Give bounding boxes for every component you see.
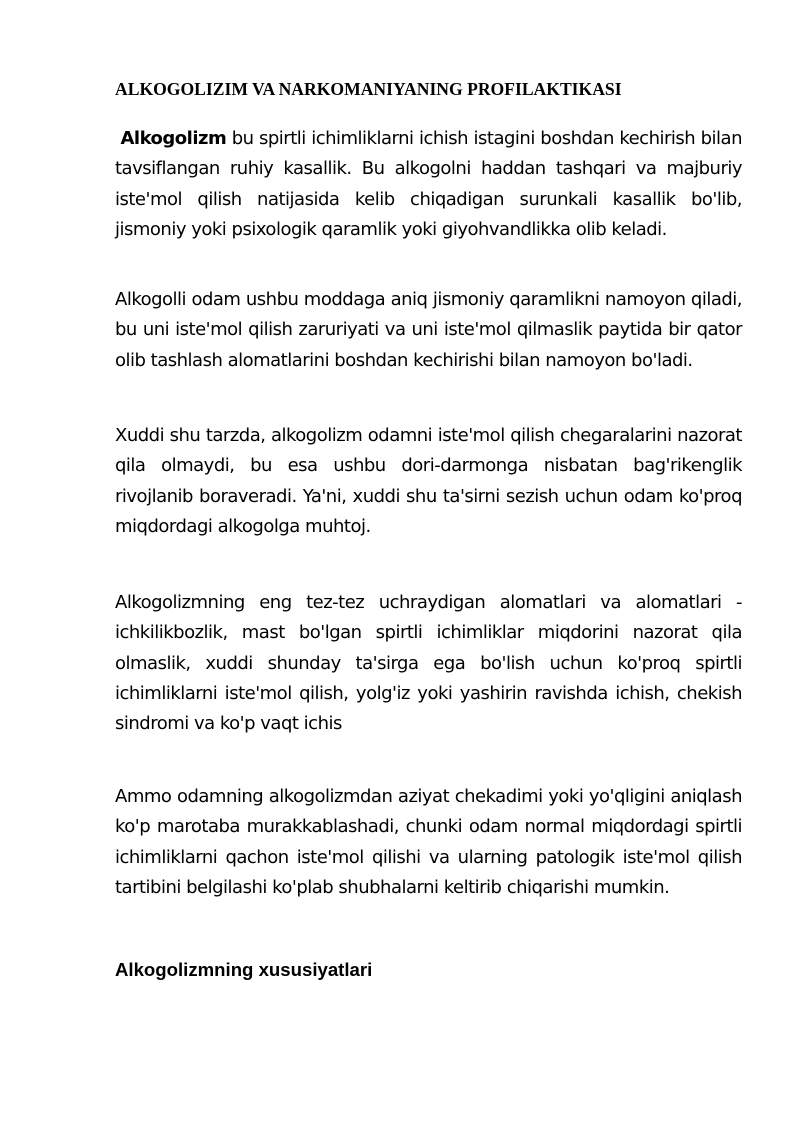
- paragraph-1-term: Alkogolizm: [120, 128, 227, 149]
- section-heading: Alkogolizmning xususiyatlari: [115, 959, 373, 980]
- paragraph-1-text: bu spirtli ichimliklarni ichish istagini boshdan kechirish bilan tavsiflangan ruhiy kasallik. Bu alkogolni haddan tashqari va majburiy iste'mol qilish natijasida kelib chiqadigan surunkali kasallik bo'lib, jismoniy yoki psixologik qaramlik yoki giyohvandlikka olib keladi.: [115, 128, 742, 240]
- paragraph-2: Alkogolli odam ushbu moddaga aniq jismoniy qaramlikni namoyon qiladi, bu uni iste'mol qilish zaruriyati va uni iste'mol qilmaslik paytida bir qator olib tashlash alomatlarini boshdan kechirishi bilan namoyon bo'ladi.: [115, 289, 742, 371]
- document-title: ALKOGOLIZIM VA NARKOMANIYANING PROFILAKTIKASI: [115, 79, 622, 99]
- paragraph-4: Alkogolizmning eng tez-tez uchraydigan alomatlari va alomatlari - ichkilikbozlik, mast bo'lgan spirtli ichimliklar miqdorini nazorat qila olmaslik, xuddi shunday ta'sirga ega bo'lish uchun ko'proq spirtli ichimliklarni iste'mol qilish, yolg'iz yoki yashirin ravishda ichish, chekish sindromi va ko'p vaqt ichis: [115, 592, 742, 735]
- paragraph-3: Xuddi shu tarzda, alkogolizm odamni iste'mol qilish chegaralarini nazorat qila olmaydi, bu esa ushbu dori-darmonga nisbatan bag'rikenglik rivojlanib boraveradi. Ya'ni, xuddi shu ta'sirni sezish uchun odam ko'proq miqdordagi alkogolga muhtoj.: [115, 425, 742, 537]
- paragraph-5: Ammo odamning alkogolizmdan aziyat chekadimi yoki yo'qligini aniqlash ko'p marotaba murakkablashadi, chunki odam normal miqdordagi spirtli ichimliklarni qachon iste'mol qilishi va ularning patologik iste'mol qilish tartibini belgilashi ko'plab shubhalarni keltirib chiqarishi mumkin.: [115, 786, 742, 898]
- paragraph-1: [115, 124, 742, 245]
